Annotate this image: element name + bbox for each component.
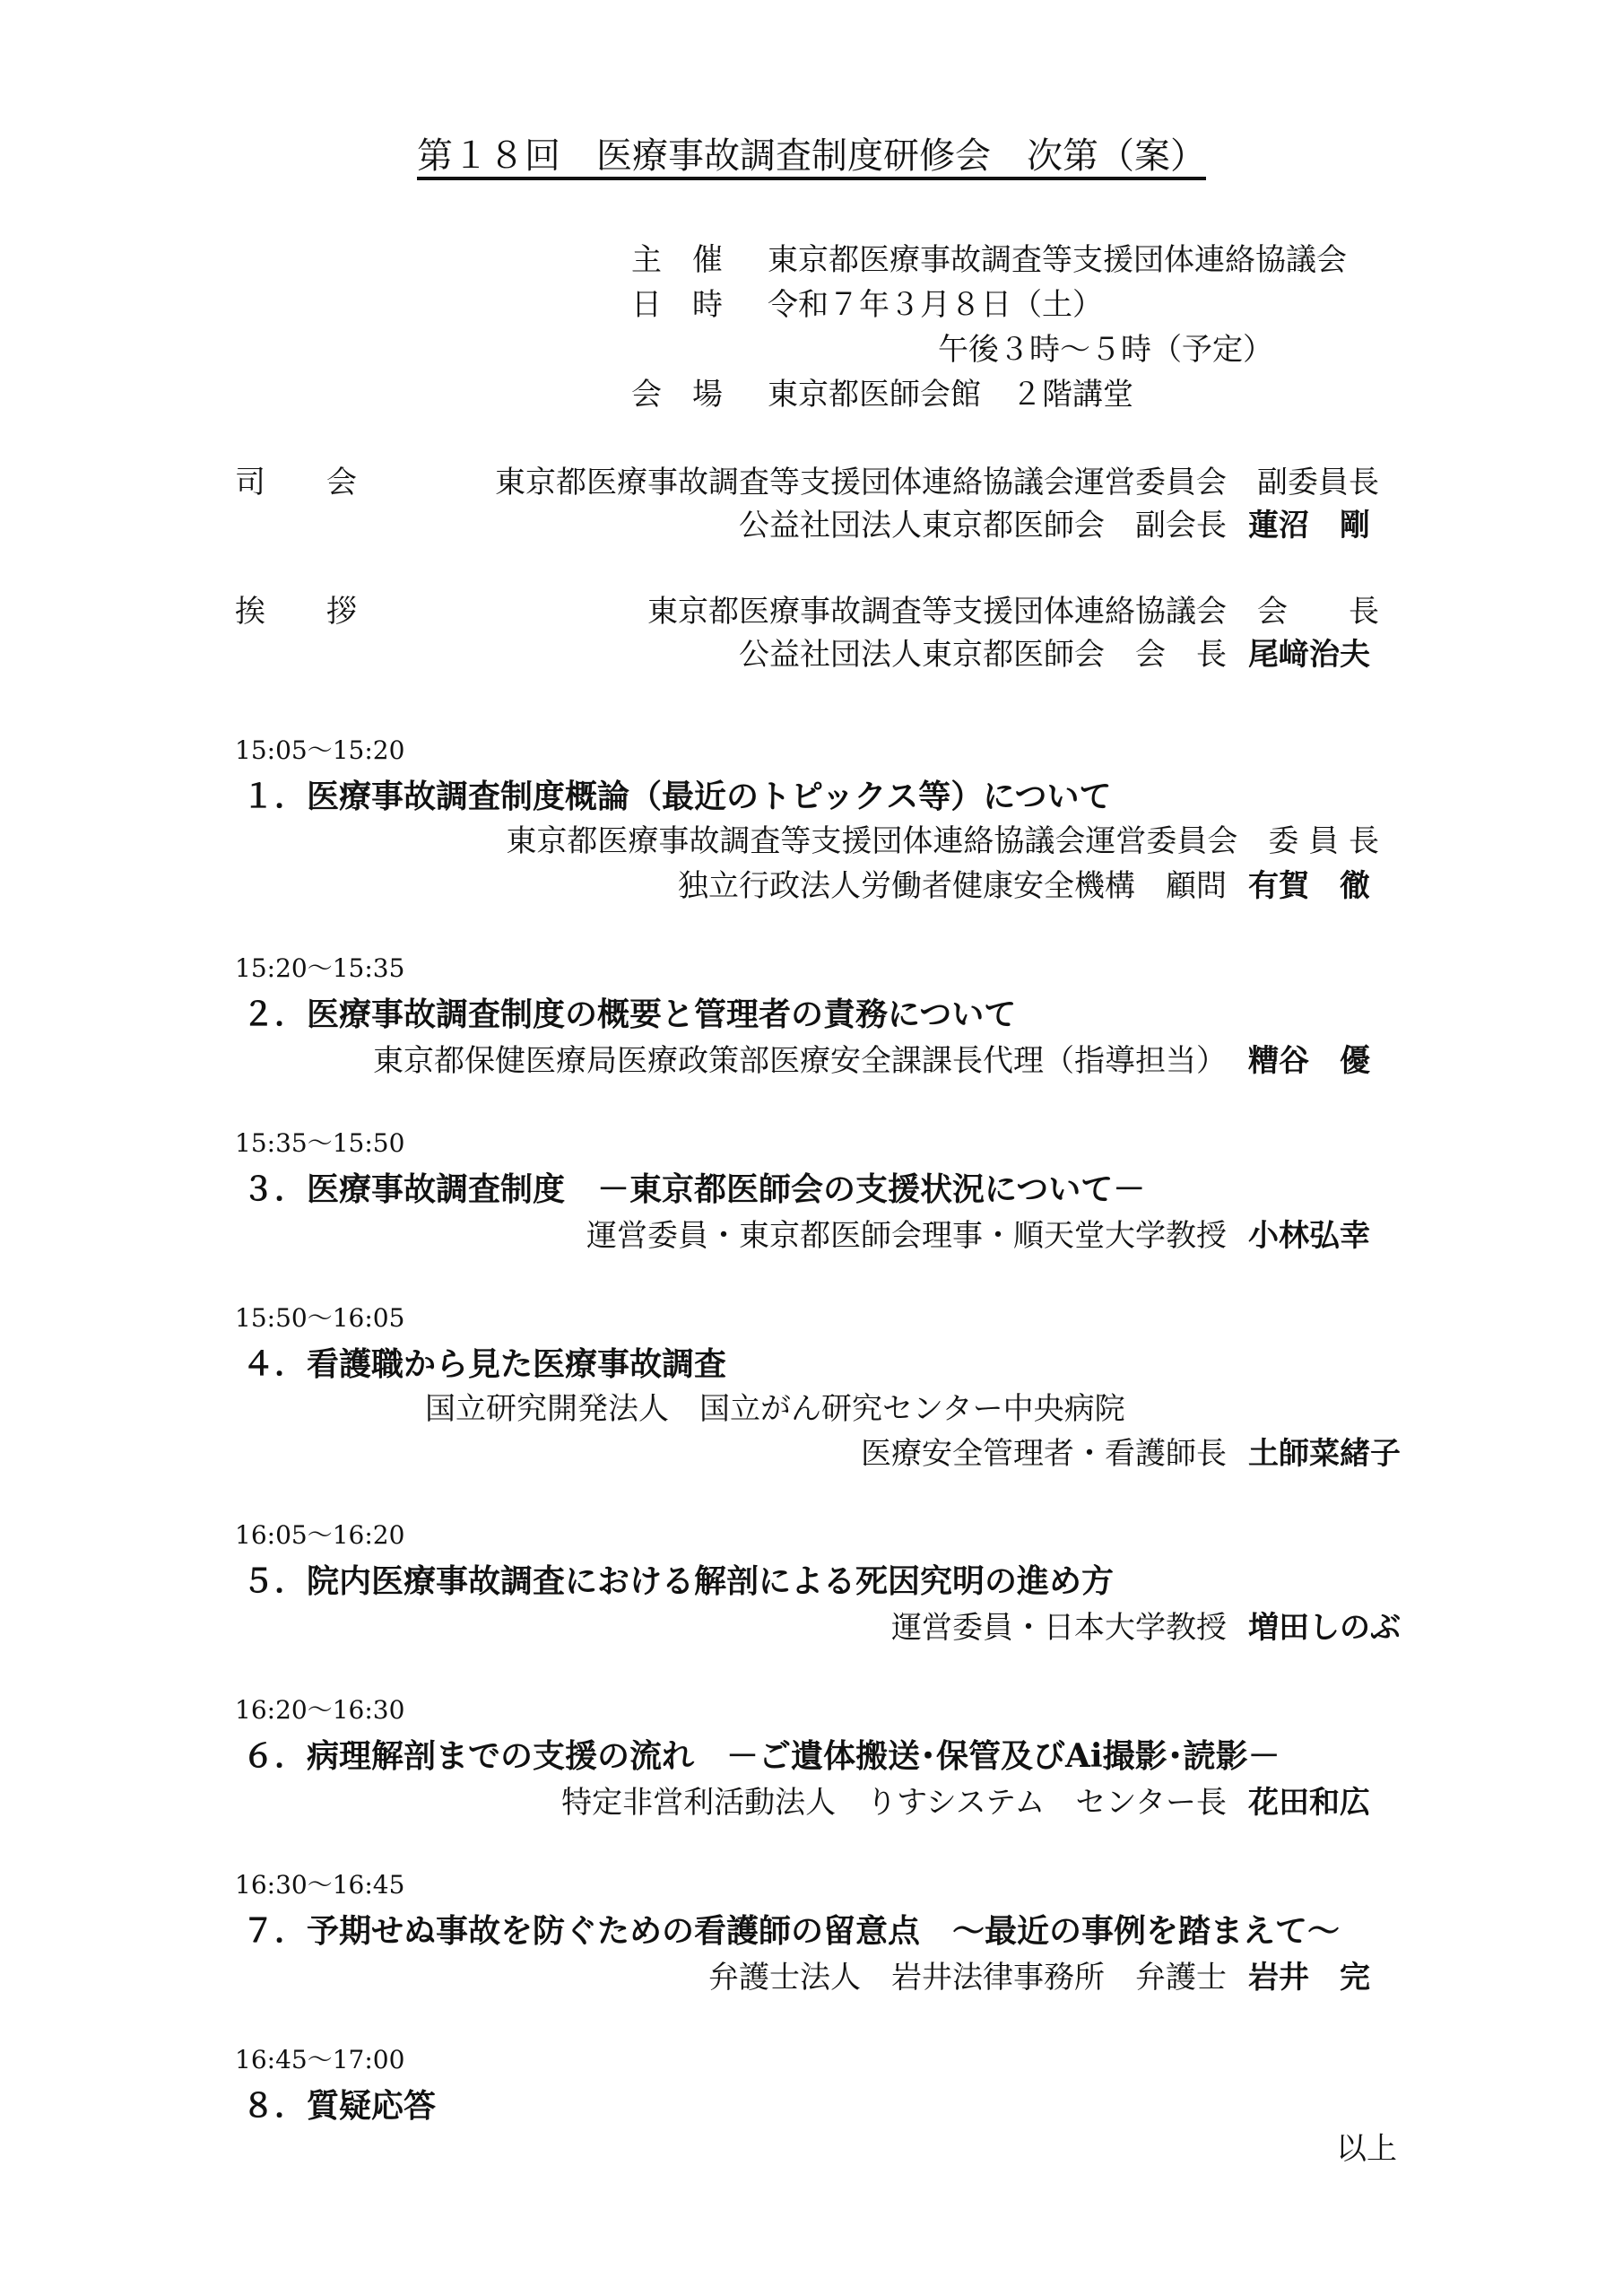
datetime-date: 令和７年３月８日（土） [768,287,1103,323]
mc-role: 東京都医療事故調査等支援団体連絡協議会運営委員会 副委員長 [495,465,1379,500]
mc-org: 公益社団法人東京都医師会 副会長 [739,508,1227,544]
session-time: 16:05～16:20 [235,1520,405,1550]
session-time: 15:50～16:05 [235,1303,405,1333]
session-time: 15:35～15:50 [235,1128,405,1158]
mc-name: 蓮沼 剛 [1248,508,1370,544]
session-speaker: 土師菜緒子 [1248,1436,1401,1472]
session-speaker: 花田和広 [1248,1785,1370,1821]
session-title: ２．医療事故調査制度の概要と管理者の責務について [242,996,1017,1033]
session-speaker: 岩井 完 [1248,1960,1370,1996]
closing-mark: 以上 [1336,2131,1397,2167]
session-org: 東京都保健医療局医療政策部医療安全課課長代理（指導担当） [373,1043,1227,1079]
session-time: 16:45～17:00 [235,2045,405,2074]
session-title: ７．予期せぬ事故を防ぐための看護師の留意点 ～最近の事例を踏まえて～ [242,1912,1341,1950]
session-time: 16:20～16:30 [235,1695,405,1725]
greeting-org: 公益社団法人東京都医師会 会 長 [739,637,1227,673]
venue-value: 東京都医師会館 ２階講堂 [768,377,1133,413]
session-role: 東京都医療事故調査等支援団体連絡協議会運営委員会 委 員 長 [506,823,1379,859]
session-time: 15:20～15:35 [235,953,405,983]
session-speaker: 増田しのぶ [1248,1610,1401,1646]
session-org: 医療安全管理者・看護師長 [861,1436,1227,1472]
session-org: 弁護士法人 岩井法律事務所 弁護士 [708,1960,1227,1996]
venue-label: 会 場 [631,377,723,413]
session-speaker: 小林弘幸 [1248,1218,1370,1254]
mc-label: 司 会 [235,465,357,500]
organizer-value: 東京都医療事故調査等支援団体連絡協議会 [768,242,1347,278]
session-speaker: 有賀 徹 [1248,868,1370,904]
session-title: ４．看護職から見た医療事故調査 [242,1345,727,1383]
organizer-label: 主 催 [631,242,723,278]
greeting-label: 挨 拶 [235,594,357,630]
session-time: 16:30～16:45 [235,1870,405,1900]
page-title: 第１８回 医療事故調査制度研修会 次第（案） [417,135,1206,177]
session-title: ５．院内医療事故調査における解剖による死因究明の進め方 [242,1562,1115,1600]
session-org: 独立行政法人労働者健康安全機構 顧問 [678,868,1227,904]
session-title: ３．医療事故調査制度 －東京都医師会の支援状況について－ [242,1170,1146,1208]
datetime-label: 日 時 [631,287,723,323]
session-title: １．医療事故調査制度概論（最近のトピックス等）について [242,778,1112,815]
session-org: 運営委員・東京都医師会理事・順天堂大学教授 [586,1218,1227,1254]
session-role: 国立研究開発法人 国立がん研究センター中央病院 [425,1391,1125,1427]
session-title: ６．病理解剖までの支援の流れ －ご遺体搬送･保管及びAi撮影･読影－ [242,1737,1280,1775]
greeting-role: 東京都医療事故調査等支援団体連絡協議会 会 長 [647,594,1379,630]
datetime-time: 午後３時～５時（予定） [938,332,1273,368]
greeting-name: 尾﨑治夫 [1248,637,1370,673]
session-org: 特定非営利活動法人 りすシステム センター長 [561,1785,1227,1821]
session-time: 15:05～15:20 [235,735,405,765]
session-title: ８．質疑応答 [242,2087,437,2125]
session-org: 運営委員・日本大学教授 [891,1610,1227,1646]
session-speaker: 糟谷 優 [1248,1043,1370,1079]
